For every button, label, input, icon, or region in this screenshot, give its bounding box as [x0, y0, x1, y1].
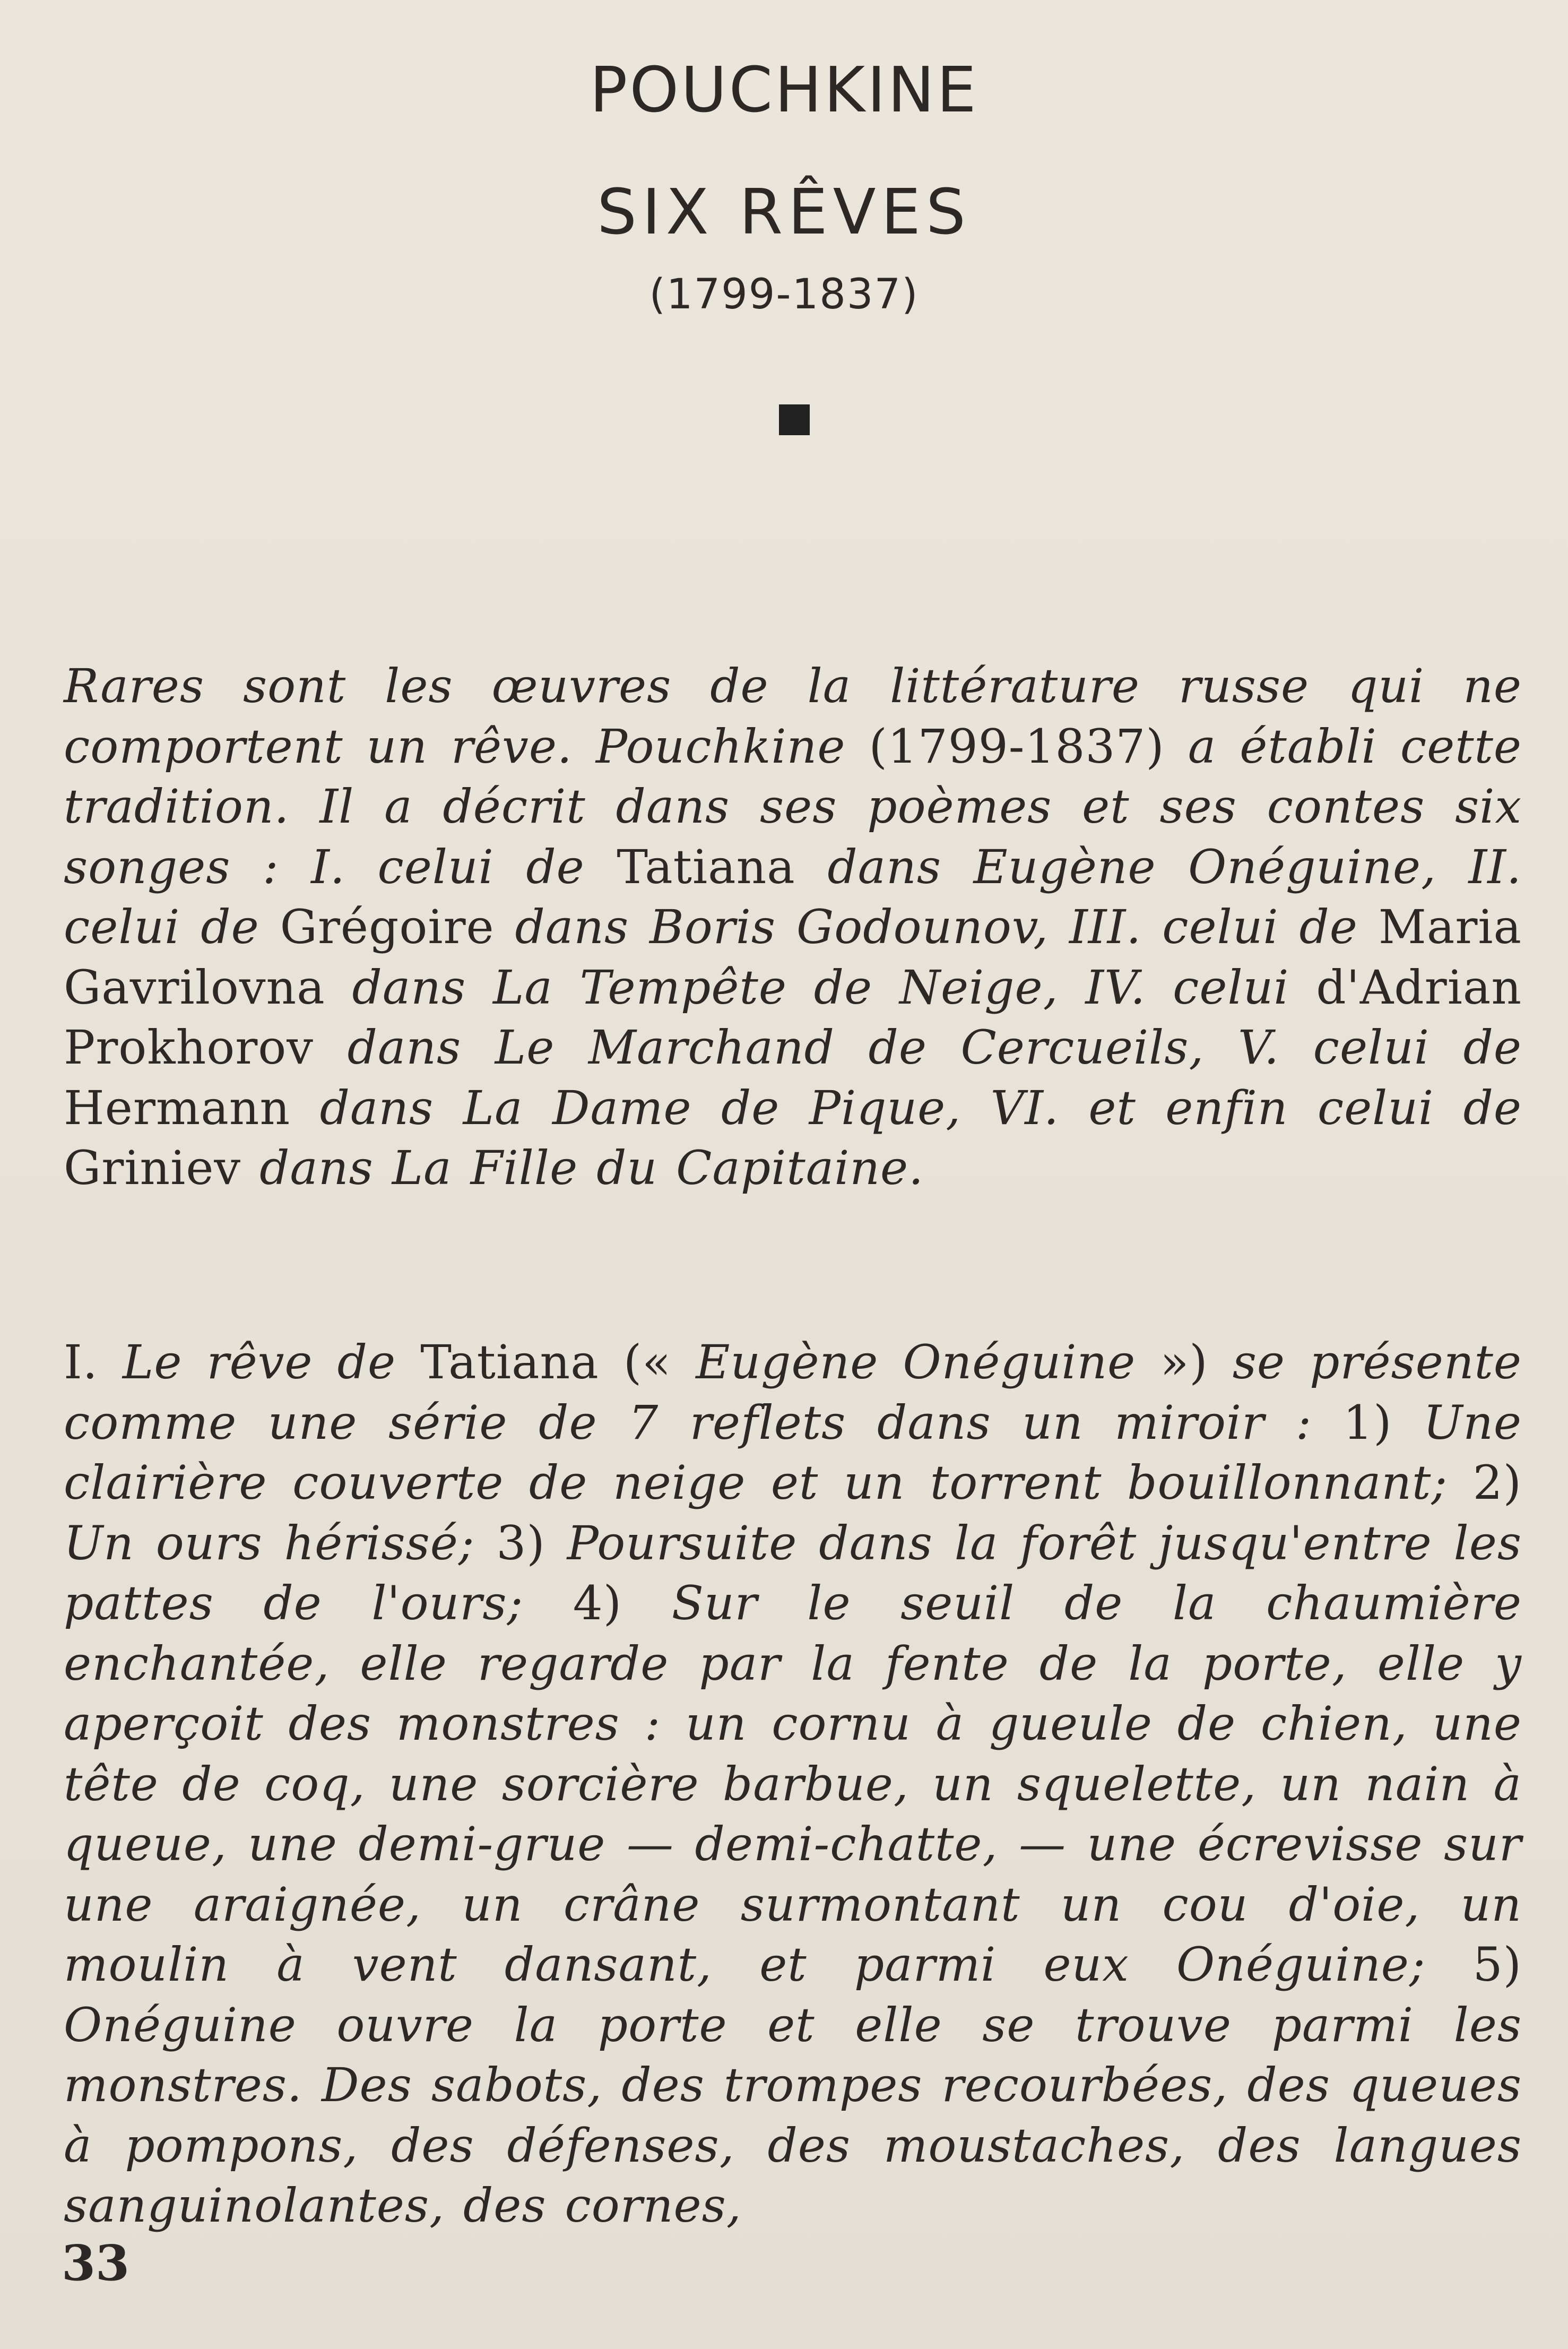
quote-close: ») — [1160, 1335, 1208, 1389]
section-numeral: I. — [64, 1335, 98, 1389]
intro-text: dans La Tempête de Neige, IV. celui — [325, 960, 1316, 1015]
list-number: 4) — [573, 1576, 622, 1630]
character-name: Hermann — [64, 1080, 291, 1135]
character-name: Grégoire — [280, 900, 495, 954]
page-number: 33 — [62, 2234, 130, 2292]
list-number: 1) — [1343, 1395, 1392, 1450]
dream-text: Un ours hérissé; — [64, 1515, 497, 1570]
intro-dates: (1799-1837) — [869, 719, 1165, 774]
dream-text: se présente comme une série de 7 reflets dans un miroir : — [64, 1335, 1522, 1450]
list-number: 3) — [496, 1515, 545, 1570]
dream-text: Poursuite dans la forêt jusqu'entre les pattes de l'ours; — [64, 1515, 1522, 1630]
character-name: Griniev — [64, 1141, 241, 1195]
dream-text: Onéguine ouvre la porte et elle se trouve parmi les monstres. Des sabots, des trompes recourbées, des queues à pompons, des défenses, des moustaches, des langues sanguinolantes, des cornes, — [64, 1997, 1522, 2233]
intro-text: Rares sont les œuvres de la littérature russe qui ne comportent un rêve. Pouchkine — [64, 659, 1522, 774]
intro-text: dans Boris Godounov, III. celui de — [494, 900, 1379, 954]
dream-1-paragraph — [64, 1332, 1522, 2236]
list-number: 2) — [1472, 1455, 1522, 1510]
dream-text: Sur le seuil de la chaumière enchantée, elle regarde par la fente de la porte, elle y aperçoit des monstres : un cornu à gueule de chien, une tête de coq, une sorcière barbue, un squelette, un nain à queue, une demi-grue — demi-chatte, — une écrevisse sur une araignée, un crâne surmontant un cou d'oie, un moulin à vent dansant, et parmi eux Onéguine; — [64, 1576, 1522, 1992]
dream-text: Une clairière couverte de neige et un torrent bouillonnant; — [64, 1395, 1522, 1510]
work-title: SIX RÊVES — [597, 175, 971, 248]
intro-text: dans La Dame de Pique, VI. et enfin celui de — [290, 1080, 1522, 1135]
intro-text: dans Le Marchand de Cercueils, V. celui de — [314, 1020, 1522, 1075]
intro-text: dans Eugène Onéguine, II. celui de — [64, 839, 1522, 954]
square-ornament-icon — [779, 404, 810, 435]
list-number: 5) — [1472, 1937, 1522, 1992]
character-name: Maria Gavrilovna — [64, 900, 1522, 1015]
character-name: d'Adrian Prokhorov — [64, 960, 1522, 1075]
character-name: Tatiana — [617, 839, 795, 894]
intro-paragraph — [64, 656, 1522, 1198]
intro-text: dans La Fille du Capitaine. — [241, 1141, 924, 1195]
dream-text: Le rêve de — [98, 1335, 421, 1389]
author-title: POUCHKINE — [590, 53, 978, 126]
work-title-ref: Eugène Onéguine — [671, 1335, 1160, 1389]
character-name: Tatiana — [420, 1335, 599, 1389]
intro-text: a établi cette tradition. Il a décrit dans ses poèmes et ses contes six songes : I. celui de — [64, 719, 1522, 894]
author-dates: (1799-1837) — [649, 271, 919, 318]
quote-open: (« — [599, 1335, 672, 1389]
